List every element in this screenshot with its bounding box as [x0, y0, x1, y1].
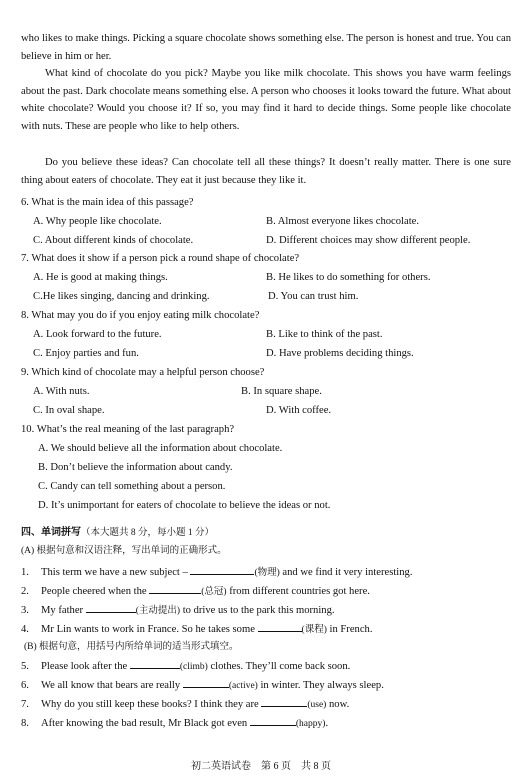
footer-exam-name: 初二英语试卷 [191, 761, 251, 772]
question-8-stem: 8. What may you do if you enjoy eating milk chocolate? [21, 310, 260, 321]
spelling-item-8: 8. After knowing the bad result, Mr Black got even (happy). [21, 715, 328, 731]
answer-blank-5[interactable] [130, 658, 180, 669]
passage-paragraph-3: Do you believe these ideas? Can chocolate tell all these things? It doesn’t really matter. There is one sure thing about eaters of chocolate. They eat it just because they like it. [21, 157, 511, 186]
section-4-heading [21, 526, 214, 540]
spelling-item-4: 4. Mr Lin wants to work in France. So he takes some (课程) in French. [21, 621, 372, 637]
section-4-part-a-instruction: (A) 根据句意和汉语注释，写出单词的正确形式。 [21, 546, 227, 556]
question-9-option-d: D. With coffee. [266, 405, 332, 416]
spelling-item-2: 2. People cheered when the (总冠) from different countries got here. [21, 583, 370, 599]
question-7-option-b: B. He likes to do something for others. [266, 272, 431, 283]
question-8-option-c: C. Enjoy parties and fun. [33, 348, 139, 359]
question-9-option-a: A. With nuts. [33, 386, 90, 397]
question-9-option-c: C. In oval shape. [33, 405, 105, 416]
answer-blank-3[interactable] [86, 602, 136, 613]
spelling-item-7: 7. Why do you still keep these books? I think they are (use) now. [21, 696, 349, 712]
footer-page-number: 第 6 页 [261, 761, 291, 772]
spelling-item-3: 3. My father (主动提出) to drive us to the park this morning. [21, 602, 335, 618]
answer-blank-1[interactable] [190, 564, 254, 575]
answer-blank-8[interactable] [250, 715, 296, 726]
spelling-item-5: 5. Please look after the (climb) clothes. They’ll come back soon. [21, 658, 350, 674]
section-4-title: 四、单词拼写 [21, 527, 81, 538]
spelling-item-1: 1. This term we have a new subject – (物理) and we find it very interesting. [21, 564, 412, 580]
question-9-stem: 9. Which kind of chocolate may a helpful person choose? [21, 367, 265, 378]
passage-paragraph-1: who likes to make things. Picking a square chocolate shows something else. The person is honest and true. You can believe in him or her. [21, 33, 511, 62]
question-7-stem: 7. What does it show if a person pick a round shape of chocolate? [21, 253, 300, 264]
question-10-option-b: B. Don’t believe the information about candy. [38, 462, 233, 473]
question-6-option-c: C. About different kinds of chocolate. [33, 235, 194, 246]
passage-paragraph-2: What kind of chocolate do you pick? Maybe you like milk chocolate. This shows you have warm feelings about the past. Dark chocolate means something else. A person who chooses it looks toward the future. What about white chocolate? Would you choose it? If so, you may find it hard to decide things. Some people like chocolate with nuts. These are people who like to help others. [21, 68, 511, 132]
question-10-option-c: C. Candy can tell something about a person. [38, 481, 226, 492]
question-9-option-b: B. In square shape. [241, 386, 322, 397]
question-6-stem: 6. What is the main idea of this passage? [21, 197, 194, 208]
answer-blank-4[interactable] [258, 621, 302, 632]
question-7-option-d: D. You can trust him. [268, 291, 359, 302]
question-10-option-a: A. We should believe all the information about chocolate. [38, 443, 283, 454]
section-4-score-note: （本大题共 8 分，每小题 1 分） [81, 528, 215, 538]
question-8-option-b: B. Like to think of the past. [266, 329, 383, 340]
page-footer [0, 757, 522, 772]
question-10-option-d: D. It’s unimportant for eaters of chocolate to believe the ideas or not. [38, 500, 331, 511]
question-10-stem: 10. What’s the real meaning of the last paragraph? [21, 424, 235, 435]
question-6-option-b: B. Almost everyone likes chocolate. [266, 216, 419, 227]
question-8-option-d: D. Have problems deciding things. [266, 348, 414, 359]
question-7-option-a: A. He is good at making things. [33, 272, 168, 283]
footer-total-pages: 共 8 页 [301, 761, 331, 772]
question-6-option-a: A. Why people like chocolate. [33, 216, 162, 227]
question-6-option-d: D. Different choices may show different people. [266, 235, 471, 246]
answer-blank-6[interactable] [183, 677, 229, 688]
answer-blank-7[interactable] [261, 696, 307, 707]
spelling-item-6: 6. We all know that bears are really (active) in winter. They always sleep. [21, 677, 384, 693]
section-4-part-b-instruction: (B) 根据句意，用括号内所给单词的适当形式填空。 [24, 642, 239, 652]
answer-blank-2[interactable] [149, 583, 201, 594]
question-8-option-a: A. Look forward to the future. [33, 329, 162, 340]
question-7-option-c: C.He likes singing, dancing and drinking. [33, 291, 210, 302]
